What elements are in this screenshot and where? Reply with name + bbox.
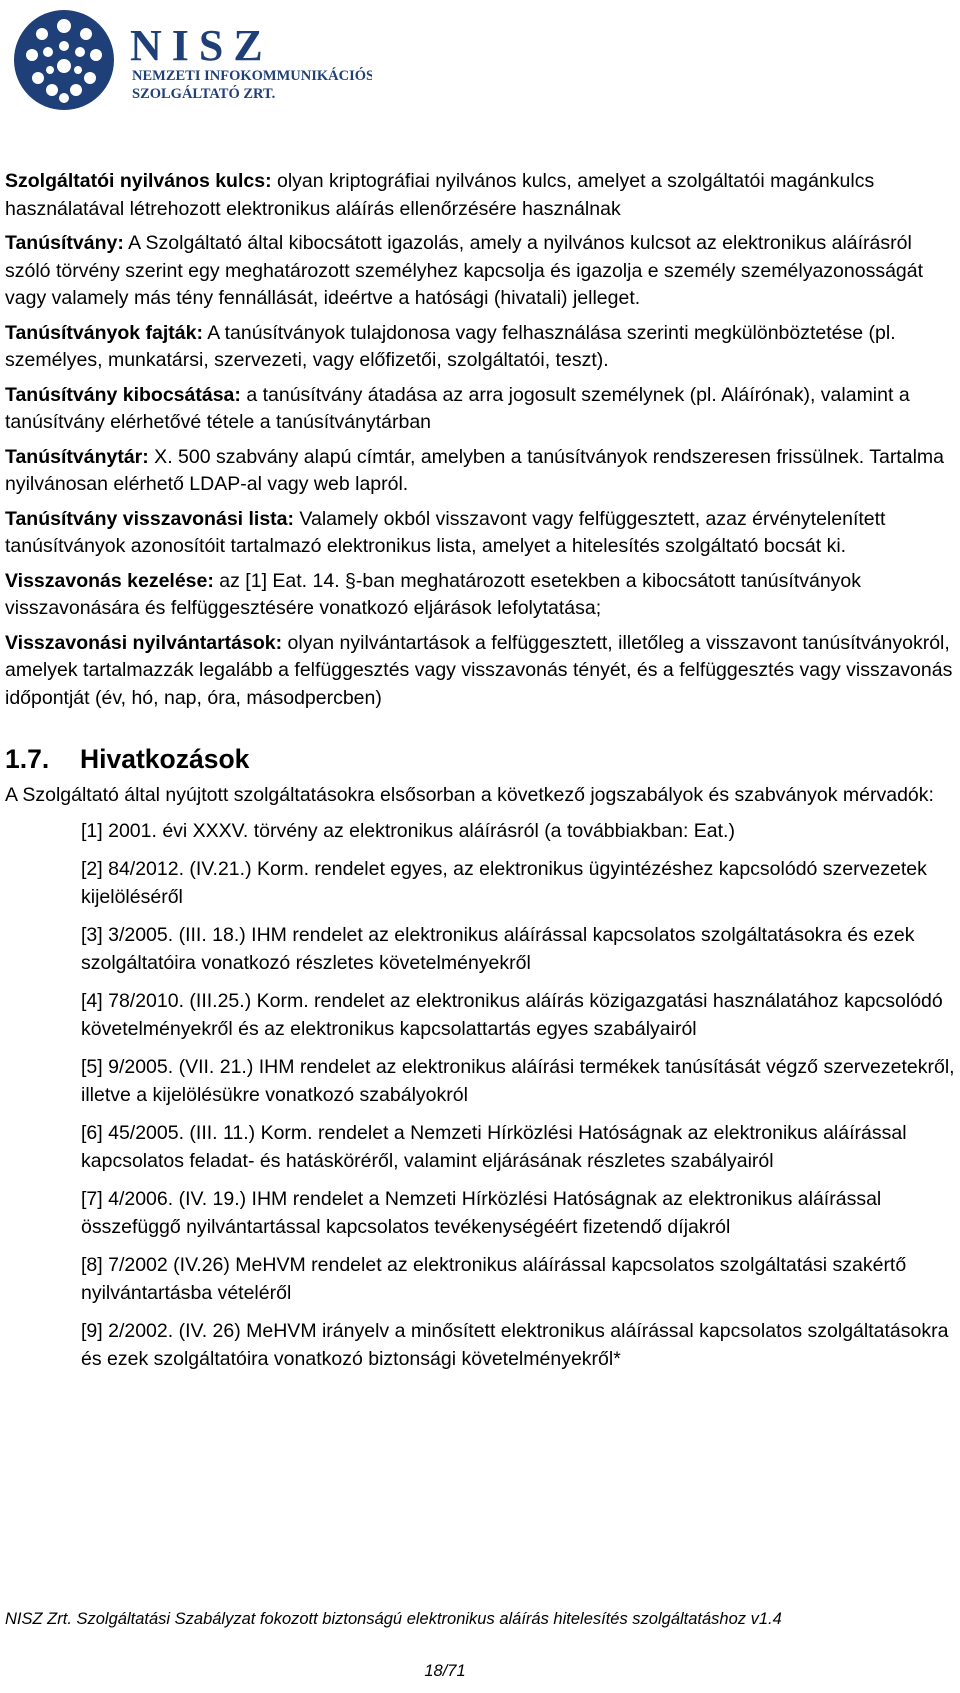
- definition-term: Visszavonás kezelése:: [5, 569, 214, 592]
- definition-text: az [1] Eat. 14. §-ban meghatározott esetekben a kibocsátott tanúsítványok visszavonására és felfüggesztésére vonatkozó eljárások lefolytatása;: [5, 569, 862, 619]
- document-body: [5, 168, 955, 1384]
- nisz-logo: [12, 8, 372, 112]
- definition-text: olyan nyilvántartások a felfüggesztett, illetőleg a visszavont tanúsítványokról, amelyek tartalmazzák legalább a felfüggesztés vagy visszavonás tényét, és a felfüggesztés vagy visszavonás időpontját (év, hó, nap, óra, másodpercben): [5, 631, 953, 709]
- definition-text: a tanúsítvány átadása az arra jogosult személynek (pl. Aláírónak), valamint a tanúsítvány elérhetővé tétele a tanúsítványtárban: [5, 383, 910, 433]
- references-list: [5, 818, 955, 1374]
- logo-line2: SZOLGÁLTATÓ ZRT.: [132, 86, 276, 102]
- definition-text: X. 500 szabvány alapú címtár, amelyben a tanúsítványok rendszeresen frissülnek. Tartalma nyilvánosan elérhető LDAP-al vagy web lapról.: [5, 445, 944, 495]
- section-intro: A Szolgáltató által nyújtott szolgáltatásokra elsősorban a következő jogszabályok és szabványok mérvadók:: [5, 784, 934, 806]
- definition-certificate: [5, 230, 955, 313]
- definition-public-key: [5, 168, 955, 223]
- definition-revocation-list: [5, 506, 955, 561]
- definition-text: A Szolgáltató által kibocsátott igazolás, amely a nyilvános kulcsot az elektronikus aláírásról szóló törvény szerint egy meghatározott személyhez kapcsolja és igazolja e személy személyazonosságát vagy valamely más tény fennállását, ideértve a hatósági (hivatali) jelleget.: [5, 232, 924, 309]
- logo-emblem: [14, 10, 114, 110]
- definition-text: A tanúsítványok tulajdonosa vagy felhasználása szerinti megkülönböztetése (pl. személyes, munkatársi, szervezeti, vagy előfizetői, szolgáltatói, teszt).: [5, 321, 896, 371]
- reference-item: [7] 4/2006. (IV. 19.) IHM rendelet a Nemzeti Hírközlési Hatóságnak az elektronikus aláírással összefüggő nyilvántartással kapcsolatos tevékenységéért fizetendő díjakról: [81, 1188, 882, 1238]
- definition-certificate-types: [5, 320, 955, 375]
- definition-certificate-store: [5, 444, 955, 499]
- definition-term: Tanúsítványok fajták:: [5, 321, 203, 344]
- definition-term: Tanúsítványtár:: [5, 445, 149, 468]
- reference-item: [5] 9/2005. (VII. 21.) IHM rendelet az elektronikus aláírási termékek tanúsítását végző szervezetekről, illetve a kijelölésükre vonatkozó szabályokról: [81, 1056, 955, 1106]
- definition-text: olyan kriptográfiai nyilvános kulcs, amelyet a szolgáltatói magánkulcs használatával létrehozott elektronikus aláírás ellenőrzésére használnak: [5, 170, 875, 220]
- definition-text: Valamely okból visszavont vagy felfüggesztett, azaz érvénytelenített tanúsítványok azonosítóit tartalmazó elektronikus lista, amelyet a hitelesítés szolgáltató bocsát ki.: [5, 507, 886, 557]
- definition-term: Tanúsítvány visszavonási lista:: [5, 507, 295, 530]
- reference-item: [3] 3/2005. (III. 18.) IHM rendelet az elektronikus aláírással kapcsolatos szolgáltatásokra és ezek szolgáltatóira vonatkozó részletes követelményekről: [81, 924, 915, 974]
- section-title: Hivatkozások: [80, 744, 250, 774]
- definition-revocation-records: [5, 630, 955, 713]
- reference-item: [8] 7/2002 (IV.26) MeHVM rendelet az elektronikus aláírással kapcsolatos szolgáltatási szakértő nyilvántartásba vételéről: [81, 1254, 907, 1304]
- section-heading: [5, 742, 955, 776]
- section-number: 1.7.: [5, 744, 50, 774]
- definition-term: Tanúsítvány:: [5, 232, 124, 254]
- definition-term: Tanúsítvány kibocsátása:: [5, 383, 241, 406]
- reference-item: [9] 2/2002. (IV. 26) MeHVM irányelv a minősített elektronikus aláírással kapcsolatos szolgáltatásokra és ezek szolgáltatóira vonatkozó biztonsági követelményekről*: [81, 1320, 949, 1370]
- definition-term: Visszavonási nyilvántartások:: [5, 631, 283, 654]
- page-number: 18/71: [424, 1662, 466, 1680]
- definition-revocation-handling: [5, 568, 955, 623]
- reference-item: [1] 2001. évi XXXV. törvény az elektronikus aláírásról (a továbbiakban: Eat.): [81, 819, 735, 842]
- reference-item: [2] 84/2012. (IV.21.) Korm. rendelet egyes, az elektronikus ügyintézéshez kapcsolódó szervezetek kijelöléséről: [81, 858, 927, 908]
- definition-certificate-issuance: [5, 382, 955, 437]
- reference-item: [6] 45/2005. (III. 11.) Korm. rendelet a Nemzeti Hírközlési Hatóságnak az elektronikus aláírással kapcsolatos feladat- és hatásköréről, valamint eljárásának részletes szabályairól: [81, 1122, 907, 1172]
- logo-wordmark: NISZ: [130, 21, 273, 70]
- reference-item: [4] 78/2010. (III.25.) Korm. rendelet az elektronikus aláírás közigazgatási használatához kapcsolódó követelményekről és az elektronikus kapcsolattartás egyes szabályairól: [81, 990, 943, 1040]
- nisz-logo-graphic: [12, 8, 372, 112]
- logo-line1: NEMZETI INFOKOMMUNIKÁCIÓS: [132, 68, 372, 84]
- page-footer: NISZ Zrt. Szolgáltatási Szabályzat fokozott biztonságú elektronikus aláírás hitelesítés szolgáltatáshoz v1.4: [5, 1610, 782, 1628]
- definition-term: Szolgáltatói nyilvános kulcs:: [5, 170, 272, 192]
